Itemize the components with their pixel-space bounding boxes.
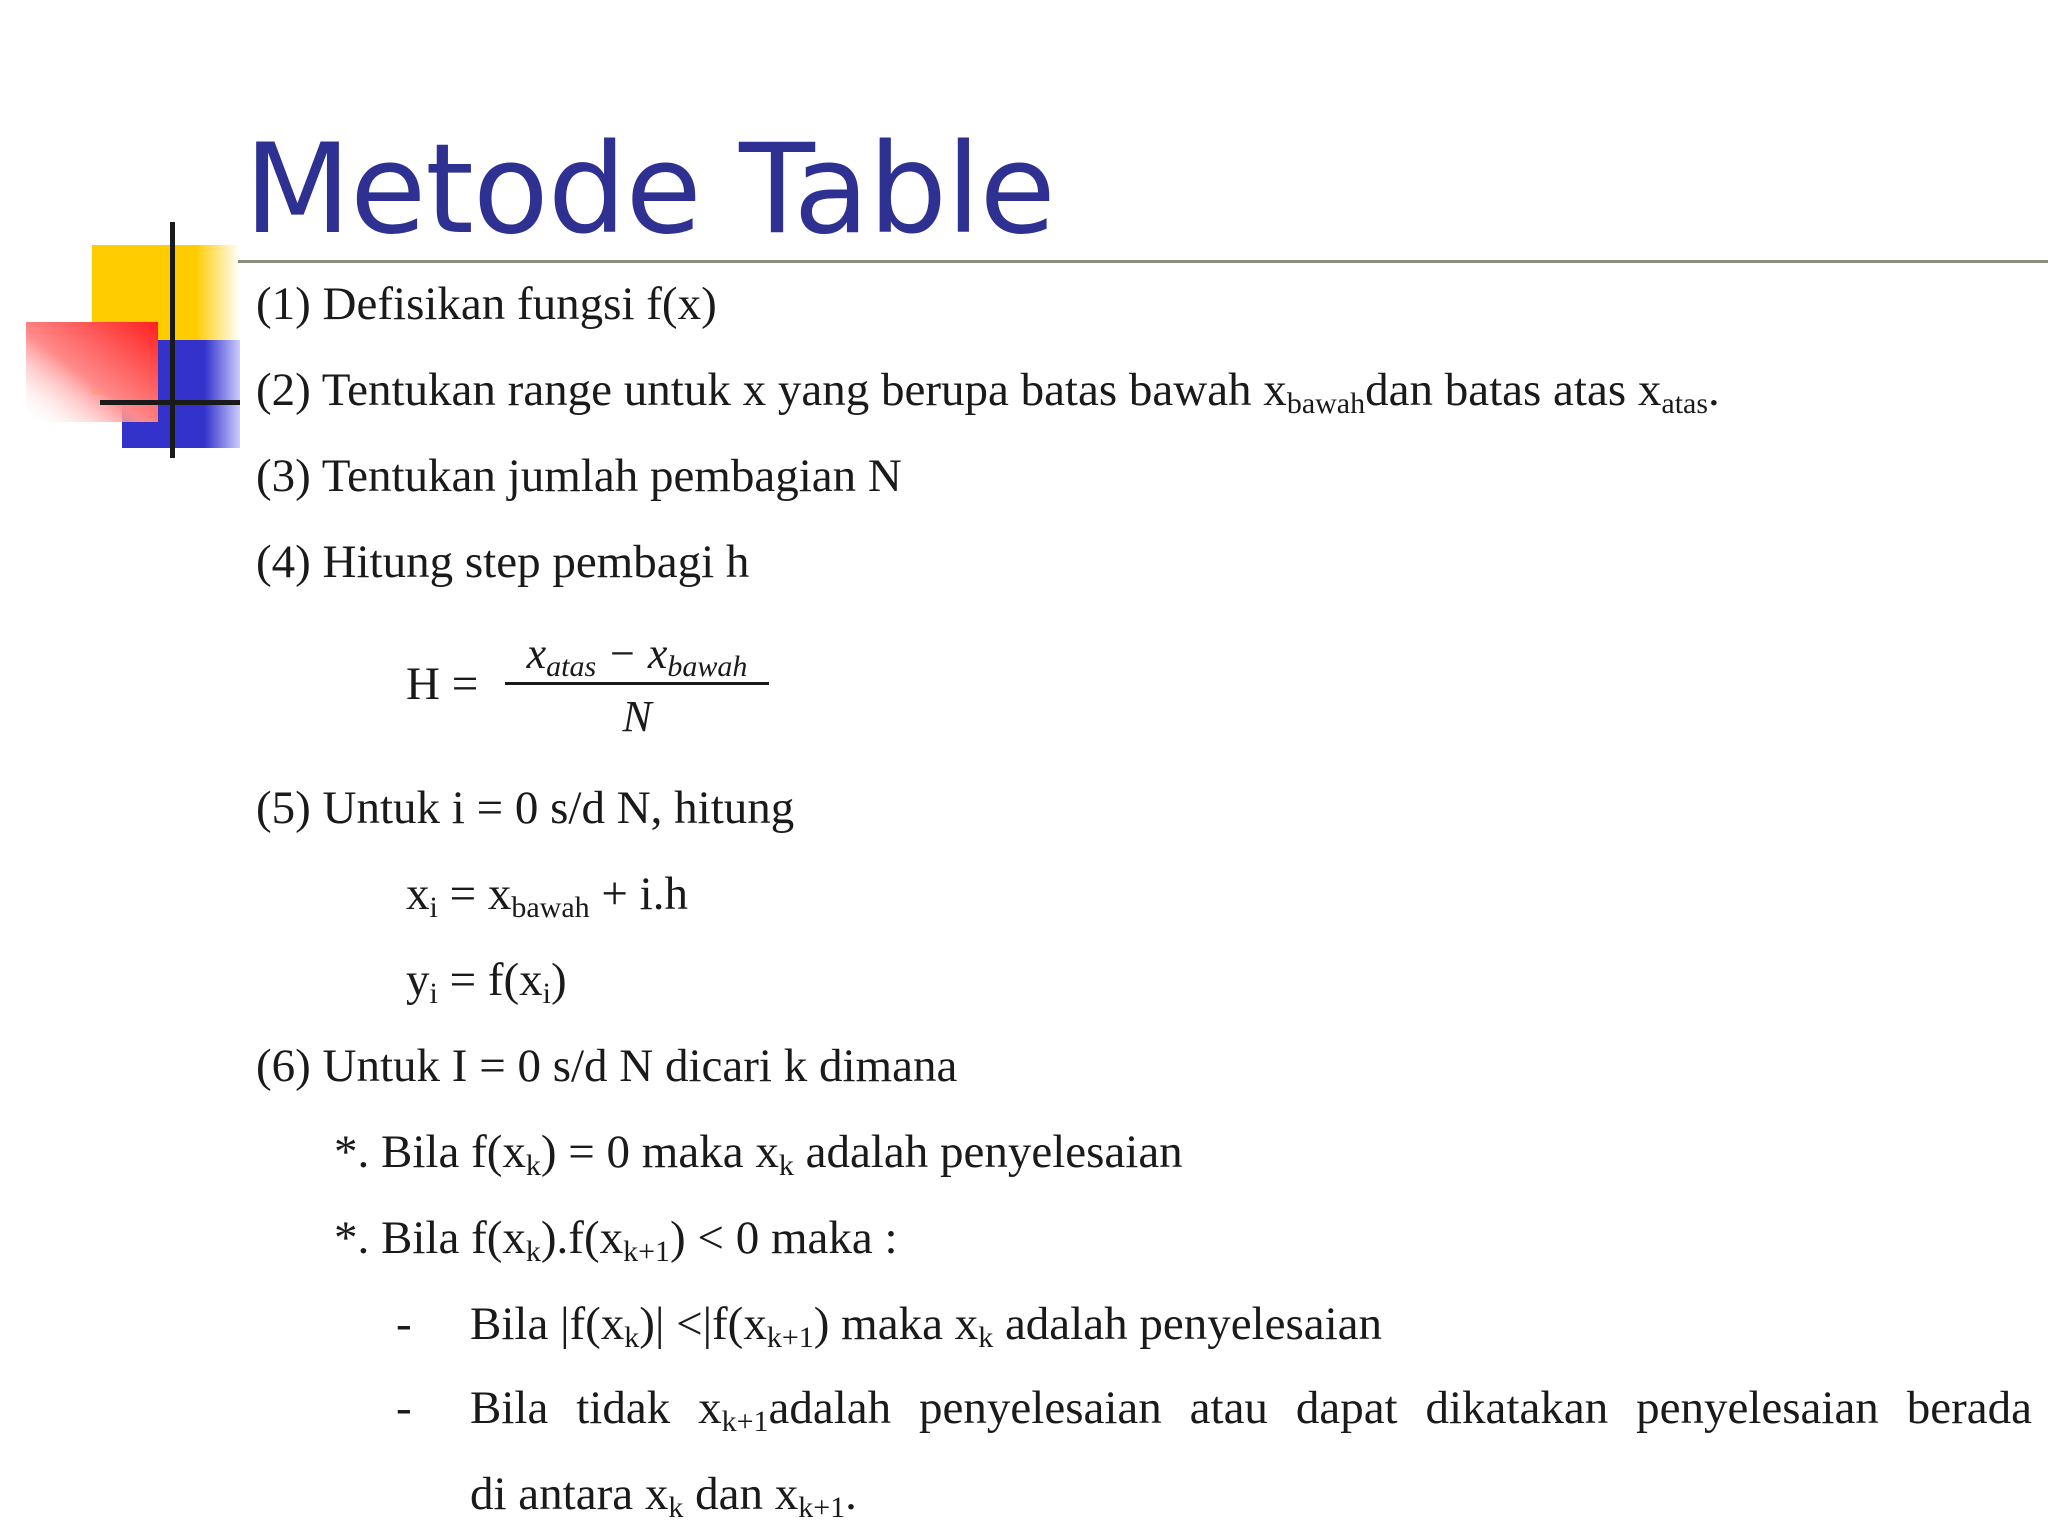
title-divider	[238, 260, 2048, 263]
step-1: (1) Defisikan fungsi f(x)	[256, 278, 717, 330]
corner-decoration	[0, 0, 260, 480]
step-3: (3) Tentukan jumlah pembagian N	[256, 450, 902, 502]
step-2: (2) Tentukan range untuk x yang berupa batas bawah $x_{bawah}dan$ batas atas $x_{atas}$.	[256, 364, 1720, 420]
step-formula-fraction	[505, 630, 769, 749]
bullet-2: *. Bila $f(x_k).f(x_{k+1}) < 0$ maka :	[334, 1212, 898, 1268]
dash-2-marker: -	[396, 1382, 412, 1434]
step-4: (4) Hitung step pembagi h	[256, 536, 750, 588]
dash-2-line-2: di antara $x_k$ dan $x_{k+1}$.	[470, 1468, 857, 1524]
step-5: (5) Untuk i = 0 s/d N, hitung	[256, 782, 795, 834]
step-6: (6) Untuk I = 0 s/d N dicari k dimana	[256, 1040, 958, 1092]
formula-lhs: H =	[406, 658, 479, 710]
dash-2	[470, 1380, 2032, 1522]
fraction-numerator: $x_{atas} - x_{bawah}$	[505, 630, 769, 685]
dash-1-marker: -	[396, 1298, 412, 1350]
deco-horizontal-bar	[100, 400, 240, 405]
slide-title: Metode Table	[244, 118, 1055, 262]
deco-vertical-bar	[170, 222, 175, 458]
dash-2-line-1: Bila tidak $x_{k+1}adalah$ penyelesaian atau dapat dikatakan penyelesaian berada	[470, 1382, 2032, 1438]
deco-red-square	[26, 322, 158, 422]
formula-yi: $y_i = f(x_i)$	[406, 954, 567, 1010]
dash-1: Bila $|f(x_k)| <|f(x_{k+1})$ maka $x_k$ adalah penyelesaian	[470, 1298, 1383, 1354]
bullet-1: *. Bila $f(x_k) = 0$ maka $x_k$ adalah penyelesaian	[334, 1126, 1183, 1182]
fraction-denominator: N	[622, 692, 652, 741]
formula-xi: $x_i = x_{bawah} + i.h$	[406, 868, 688, 924]
